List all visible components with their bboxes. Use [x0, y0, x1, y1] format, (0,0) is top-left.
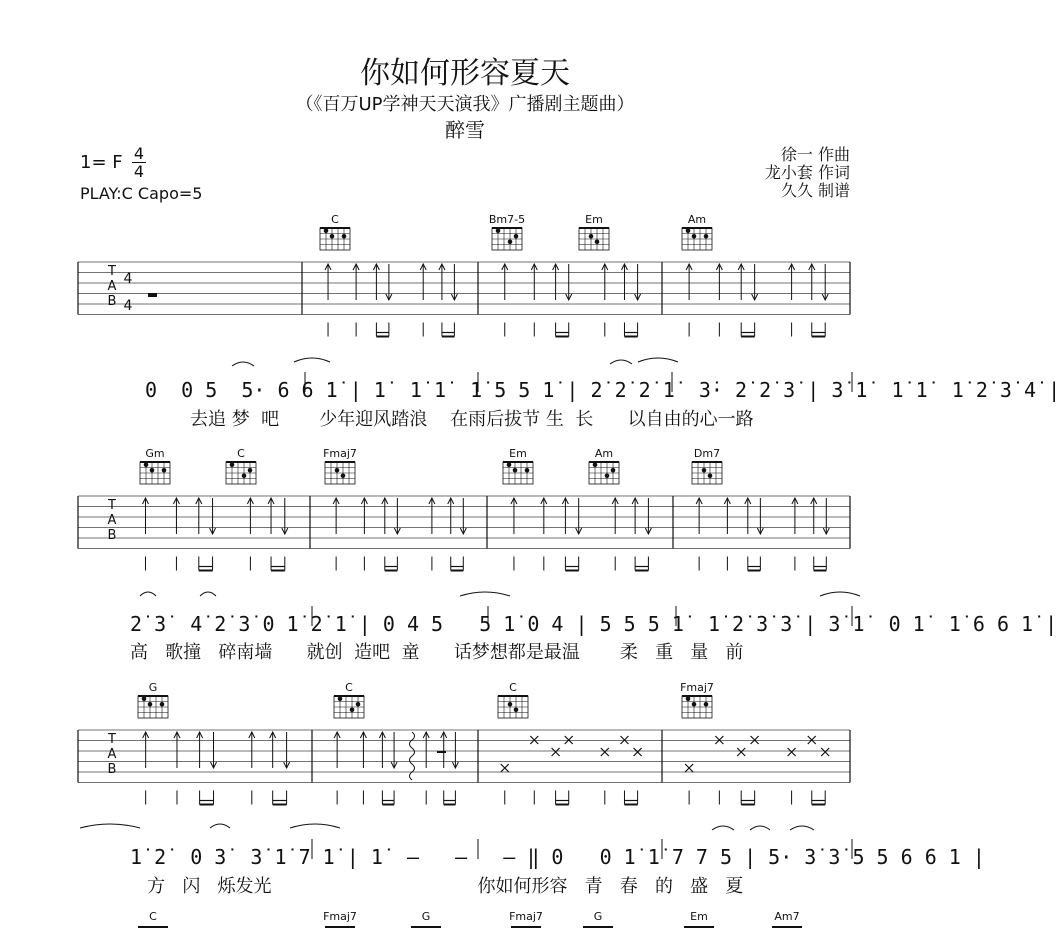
chord-finger-dot: [508, 240, 513, 245]
tab-clef-letter: A: [107, 279, 117, 294]
muted-strum-mark: [565, 736, 573, 744]
muted-strum-mark: [634, 748, 642, 756]
muted-strum-mark: [788, 748, 796, 756]
chord-finger-dot: [150, 468, 155, 473]
chord-name: C: [509, 681, 517, 694]
chord-finger-dot: [342, 234, 347, 239]
notation-line-3: 1̇ 2̇ 0 3̇ 3̇ 1̇ 7 1̇ | 1̇ – – – ‖ 0 0 1̇ 1̇ 7 7 5 | 5· 3̇ 3̇ 5 5 6 6 1 |: [130, 845, 985, 869]
chord-finger-dot: [611, 468, 616, 473]
chord-finger-dot: [686, 697, 691, 702]
credit-composer: 徐一 作曲: [780, 145, 850, 164]
chord-name: C: [237, 447, 245, 460]
whole-rest: [148, 293, 157, 297]
chord-name: Am7: [774, 910, 800, 923]
play-capo-info: PLAY:C Capo=5: [80, 184, 203, 203]
chord-finger-dot: [356, 702, 361, 707]
chord-finger-dot: [589, 234, 594, 239]
chord-finger-dot: [514, 234, 519, 239]
chord-finger-dot: [248, 468, 253, 473]
chord-finger-dot: [686, 229, 691, 234]
chord-finger-dot: [514, 708, 519, 713]
chord-finger-dot: [605, 474, 610, 479]
tie-arc: [712, 826, 734, 830]
tab-clef-letter: B: [107, 528, 117, 543]
chord-name: Fmaj7: [323, 447, 357, 460]
notation-line-2: 2̇ 3̇ 4̇ 2̇ 3̇ 0 1̇ 2̇ 1̇ | 0 4 5 5 1̇ 0 4 | 5 5 5 1̇ 1̇ 2̇ 3̇ 3̇ | 3̇ 1̇ 0 1̇ 1̇ 6 6 1̇ |: [130, 612, 1058, 636]
chord-finger-dot: [525, 468, 530, 473]
chord-finger-dot: [704, 702, 709, 707]
tab-time-top: 4: [123, 271, 133, 287]
chord-name: Fmaj7: [323, 910, 357, 923]
tie-arc: [210, 824, 230, 828]
chord-finger-dot: [162, 468, 167, 473]
arpeggio-mark: [410, 732, 415, 780]
chord-finger-dot: [708, 474, 713, 479]
tab-clef-letter: A: [107, 513, 117, 528]
chord-name: Em: [509, 447, 527, 460]
muted-strum-mark: [601, 748, 609, 756]
tab-clef-letter: T: [108, 732, 116, 747]
chord-name: G: [421, 910, 431, 923]
credit-lyricist: 龙小套 作词: [764, 163, 850, 182]
muted-strum-mark: [552, 748, 560, 756]
chord-finger-dot: [160, 702, 165, 707]
chord-name: G: [148, 681, 158, 694]
muted-strum-mark: [685, 764, 693, 772]
chord-finger-dot: [330, 234, 335, 239]
lyrics-line-1: 去追 梦 吧 少年迎风踏浪 在雨后拔节 生 长 以自由的心一路: [190, 409, 754, 430]
chord-finger-dot: [230, 463, 235, 468]
chord-name: G: [593, 910, 603, 923]
muted-strum-mark: [620, 736, 628, 744]
chord-name: C: [149, 910, 157, 923]
chord-name: C: [345, 681, 353, 694]
chord-finger-dot: [242, 474, 247, 479]
tie-arc: [232, 362, 254, 366]
chord-finger-dot: [324, 229, 329, 234]
chord-name: Fmaj7: [509, 910, 543, 923]
chord-name: Fmaj7: [680, 681, 714, 694]
tab-clef-letter: T: [108, 498, 116, 513]
chord-name: Em: [585, 213, 603, 226]
chord-name: Dm7: [693, 447, 721, 460]
tie-arc: [140, 592, 156, 596]
chord-name: Am: [687, 213, 707, 226]
chord-finger-dot: [335, 468, 340, 473]
song-subtitle: （《百万UP学神天天演我》广播剧主题曲）: [295, 94, 635, 115]
muted-strum-mark: [501, 764, 509, 772]
notation-line-1: 0 0 5 5· 6 6 1̇ | 1̇ 1̇ 1̇ 1̇ 5 5 1̇ | 2̇ 2̇ 2̇ 1̇ 3̇· 2̇ 2̇ 3̇ | 3̇ 1̇ 1̇ 1̇ 1̇ 2̇ 3̇ 4̇ |: [145, 378, 1060, 402]
muted-strum-mark: [821, 748, 829, 756]
chord-finger-dot: [702, 468, 707, 473]
chord-finger-dot: [148, 702, 153, 707]
key-signature: 1= F: [80, 152, 123, 173]
chord-name: Gm: [145, 447, 165, 460]
chord-finger-dot: [350, 708, 355, 713]
chord-finger-dot: [595, 240, 600, 245]
half-rest: [437, 751, 446, 753]
chord-finger-dot: [593, 463, 598, 468]
artist-name: 醉雪: [445, 118, 485, 142]
tie-arc: [200, 592, 216, 596]
muted-strum-mark: [751, 736, 759, 744]
muted-strum-mark: [737, 748, 745, 756]
chord-finger-dot: [507, 463, 512, 468]
song-title: 你如何形容夏天: [360, 56, 570, 91]
tab-clef-letter: A: [107, 747, 117, 762]
credit-transcriber: 久久 制谱: [780, 181, 850, 200]
chord-name: Am: [594, 447, 614, 460]
chord-name: Bm7-5: [488, 213, 526, 226]
tab-clef-letter: T: [108, 264, 116, 279]
chord-finger-dot: [341, 474, 346, 479]
tie-arc: [790, 826, 814, 830]
tie-arc: [290, 824, 340, 828]
tab-clef-letter: B: [107, 294, 117, 309]
tie-arc: [294, 358, 330, 362]
muted-strum-mark: [808, 736, 816, 744]
chord-finger-dot: [508, 702, 513, 707]
chord-name: Em: [690, 910, 708, 923]
tie-arc: [638, 358, 678, 362]
tie-arc: [820, 592, 860, 596]
chord-finger-dot: [496, 229, 501, 234]
chord-finger-dot: [692, 234, 697, 239]
chord-finger-dot: [338, 697, 343, 702]
lyrics-line-2: 高 歌撞 碎南墙 就创 造吧 童 话梦想都是最温 柔 重 量 前: [130, 642, 744, 663]
tie-arc: [80, 824, 140, 828]
tab-time-bottom: 4: [123, 298, 133, 314]
lyrics-line-3: 方 闪 烁发光 你如何形容 青 春 的 盛 夏: [130, 876, 744, 897]
chord-finger-dot: [704, 234, 709, 239]
chord-finger-dot: [692, 702, 697, 707]
muted-strum-mark: [530, 736, 538, 744]
time-signature-top: 4: [133, 144, 145, 163]
chord-finger-dot: [142, 697, 147, 702]
tab-clef-letter: B: [107, 762, 117, 777]
tie-arc: [460, 592, 510, 596]
chord-finger-dot: [144, 463, 149, 468]
time-signature-bottom: 4: [133, 162, 145, 181]
tie-arc: [750, 826, 770, 830]
muted-strum-mark: [715, 736, 723, 744]
chord-finger-dot: [513, 468, 518, 473]
chord-name: C: [331, 213, 339, 226]
tie-arc: [610, 360, 632, 364]
